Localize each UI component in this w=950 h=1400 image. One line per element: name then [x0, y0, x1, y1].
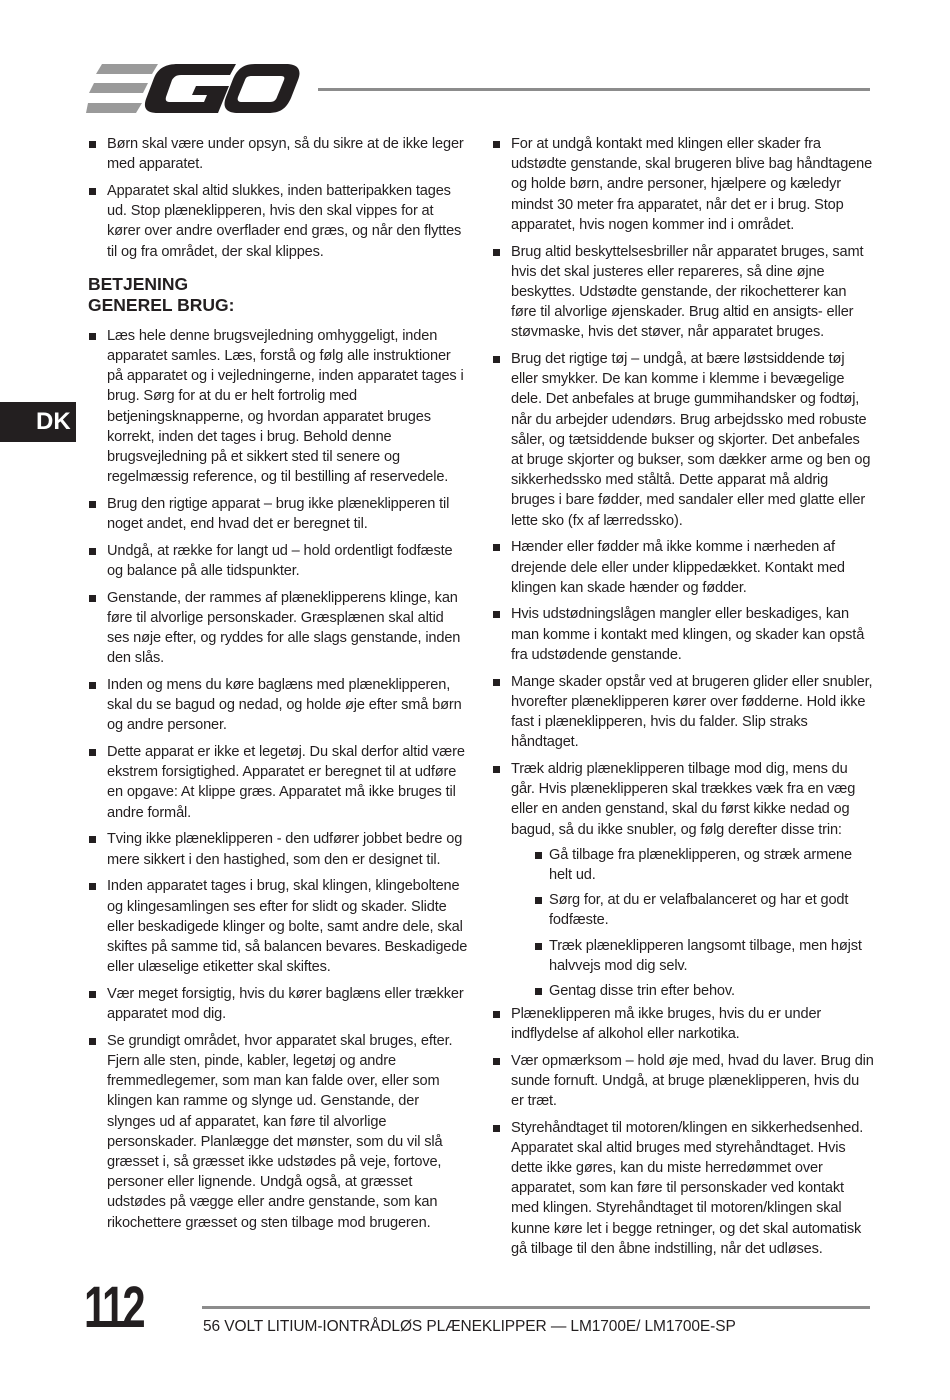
section-heading-line2: GENEREL BRUG:: [88, 295, 235, 316]
list-item-text: Træk aldrig plæneklipperen tilbage mod dig, mens du går. Hvis plæneklipperen skal trækkes væk fra en væg eller en anden genstand, skal du først kikke nedad og bagud, så du ikke snubler, og følg derefter disse trin:: [511, 760, 856, 838]
list-item: Vær opmærksom – hold øje med, hvad du laver. Brug din sunde fornuft. Undgå, at bruge plæneklipperen, hvis du er træt.: [492, 1051, 874, 1112]
list-item-with-steps: [492, 759, 874, 1001]
header-rule: [318, 88, 870, 91]
list-item: Brug altid beskyttelsesbriller når apparatet bruges, samt hvis det skal justeres eller repareres, så dine øjne beskyttes. Udstødte genstande, der rikochetterer kan føre til alvorlige øjenskader. Brug altid en ansigts- eller støvmaske, hvis det støver, når apparatet bruges.: [492, 242, 874, 343]
ego-logo-text: EGO: [86, 64, 89, 65]
left-column: [88, 134, 468, 1239]
list-item: Mange skader opstår ved at brugeren glider eller snubler, hvorefter plæneklipperen kører over fødderne. Hold ikke fast i plæneklipperen, hvis du falder. Slip straks håndtaget.: [492, 672, 874, 753]
list-item: Læs hele denne brugsvejledning omhyggeligt, inden apparatet samles. Læs, forstå og følg alle instruktioner på apparatet og i vejledningerne, inden apparatet tages i brug. Sørg for at du er helt fortrolig med betjeningsknapperne, og hvordan apparatet bruges korrekt, inden det tages i brug. Behold denne brugsvejledning på et sikkert sted til senere og regelmæssig reference, og til bestilling af reservedele.: [88, 326, 468, 488]
list-item: Styrehåndtaget til motoren/klingen en sikkerhedsenhed. Apparatet skal altid bruges med styrehåndtaget. Hvis dette ikke gøres, kan du miste herredømmet over apparatet, som kan føre til personskader ved kontakt med klingen. Styrehåndtaget til motoren/klingen skal kunne køre let i begge retninger, og det skal automatisk gå tilbage til den åbne indstilling, når det udløses.: [492, 1118, 874, 1259]
safety-list: [492, 134, 874, 1259]
list-item: Brug den rigtige apparat – brug ikke plæneklipperen til noget andet, end hvad det er beregnet til.: [88, 494, 468, 534]
sub-list-item: Gå tilbage fra plæneklipperen, og stræk armene helt ud.: [515, 845, 874, 885]
list-item: For at undgå kontakt med klingen eller skader fra udstødte genstande, skal brugeren blive bag håndtagene og holde børn, andre personer, hjælpere og kæledyr mindst 30 meter fra apparatet, når det er i brug. Stop apparatet, hvis nogen kommer ind i området.: [492, 134, 874, 235]
list-item: Vær meget forsigtig, hvis du kører baglæns eller trækker apparatet mod dig.: [88, 984, 468, 1024]
intro-list: [88, 134, 468, 262]
steps-sublist: [515, 845, 874, 1001]
sub-list-item: Gentag disse trin efter behov.: [515, 981, 874, 1001]
list-item: Plæneklipperen må ikke bruges, hvis du er under indflydelse af alkohol eller narkotika.: [492, 1004, 874, 1044]
section-heading: [88, 274, 468, 317]
general-use-list: [88, 326, 468, 1233]
list-item: Børn skal være under opsyn, så du sikre at de ikke leger med apparatet.: [88, 134, 468, 174]
footer-title: 56 VOLT LITIUM-IONTRÅDLØS PLÆNEKLIPPER — LM1700E/ LM1700E-SP: [203, 1318, 736, 1335]
list-item: Tving ikke plæneklipperen - den udfører jobbet bedre og mere sikkert i den hastighed, som den er designet til.: [88, 829, 468, 869]
list-item: Hvis udstødningslågen mangler eller beskadiges, kan man komme i kontakt med klingen, og skader kan opstå fra udstødende genstande.: [492, 604, 874, 665]
logo-g-shape: [145, 64, 236, 113]
list-item: Brug det rigtige tøj – undgå, at bære løstsiddende tøj eller smykker. De kan komme i klemme i bevægelige dele. Det anbefales at bruge gummihandsker og fodtøj, når du arbejder udendørs. Brug arbejdssko med robuste såler, og tætsiddende bukser og skjorter. Det anbefales at bruge skjorter og bukser, som dækker arme og ben og sikkerhedssko med ståltå. Dette apparat må aldrig bruges i bare fødder, med sandaler eller med glatte eller lette sko (fx af lærredssko).: [492, 349, 874, 531]
language-tab: DK: [0, 402, 76, 442]
footer-rule: [202, 1306, 870, 1309]
list-item: Genstande, der rammes af plæneklipperens klinge, kan føre til alvorlige personskader. Græsplænen skal altid ses nøje efter, og ryddes for alle slags genstande, inden den slås.: [88, 588, 468, 669]
right-column: [492, 134, 874, 1266]
list-item: Hænder eller fødder må ikke komme i nærheden af drejende dele eller under klippedækket. Kontakt med klingen kan skade hænder og fødder.: [492, 537, 874, 598]
list-item: Inden og mens du køre baglæns med plæneklipperen, skal du se bagud og nedad, og holde øje efter små børn og andre personer.: [88, 675, 468, 736]
ego-logo: [86, 64, 300, 114]
list-item: Dette apparat er ikke et legetøj. Du skal derfor altid være ekstrem forsigtighed. Apparatet er beregnet til at udføre en opgave: At klippe græs. Apparatet må ikke bruges til andre formål.: [88, 742, 468, 823]
list-item: Se grundigt området, hvor apparatet skal bruges, efter. Fjern alle sten, pinde, kabler, legetøj og andre fremmedlegemer, som man kan falde over, eller som klingen kan ramme og slynge ud. Genstande, der slynges ud af apparatet, kan føre til alvorlige personskader. Planlægge det mønster, som du vil slå græsset i, så græsset ikke udstødes på veje, fortove, personer eller lignende. Undgå også, at græsset udstødes på vægge eller andre genstande, som kan rikochettere græsset og sten tilbage mod brugeren.: [88, 1031, 468, 1233]
sub-list-item: Sørg for, at du er velafbalanceret og har et godt fodfæste.: [515, 890, 874, 930]
list-item: Undgå, at række for langt ud – hold ordentligt fodfæste og balance på alle tidspunkter.: [88, 541, 468, 581]
list-item: Inden apparatet tages i brug, skal klingen, klingeboltene og klingesamlingen ses efter for slidt og skader. Slidte eller beskadigede klinger og bolte, samt andre dele, skal skiftes på samme tid, så balancen bevares. Beskadigede eller ulæselige etiketter skal skiftes.: [88, 876, 468, 977]
list-item: Apparatet skal altid slukkes, inden batteripakken tages ud. Stop plæneklipperen, hvis den skal vippes for at kører over andre overflader end græs, og når den flyttes til og fra området, der skal klippes.: [88, 181, 468, 262]
logo-o-shape: [225, 64, 300, 113]
logo-e-bottom-stripe: [86, 103, 142, 113]
page-number: 112: [84, 1275, 143, 1340]
sub-list-item: Træk plæneklipperen langsomt tilbage, men højst halvvejs mod dig selv.: [515, 936, 874, 976]
section-heading-line1: BETJENING: [88, 273, 189, 294]
logo-e-middle-stripe: [89, 83, 148, 93]
logo-e-top-stripe: [96, 64, 158, 74]
